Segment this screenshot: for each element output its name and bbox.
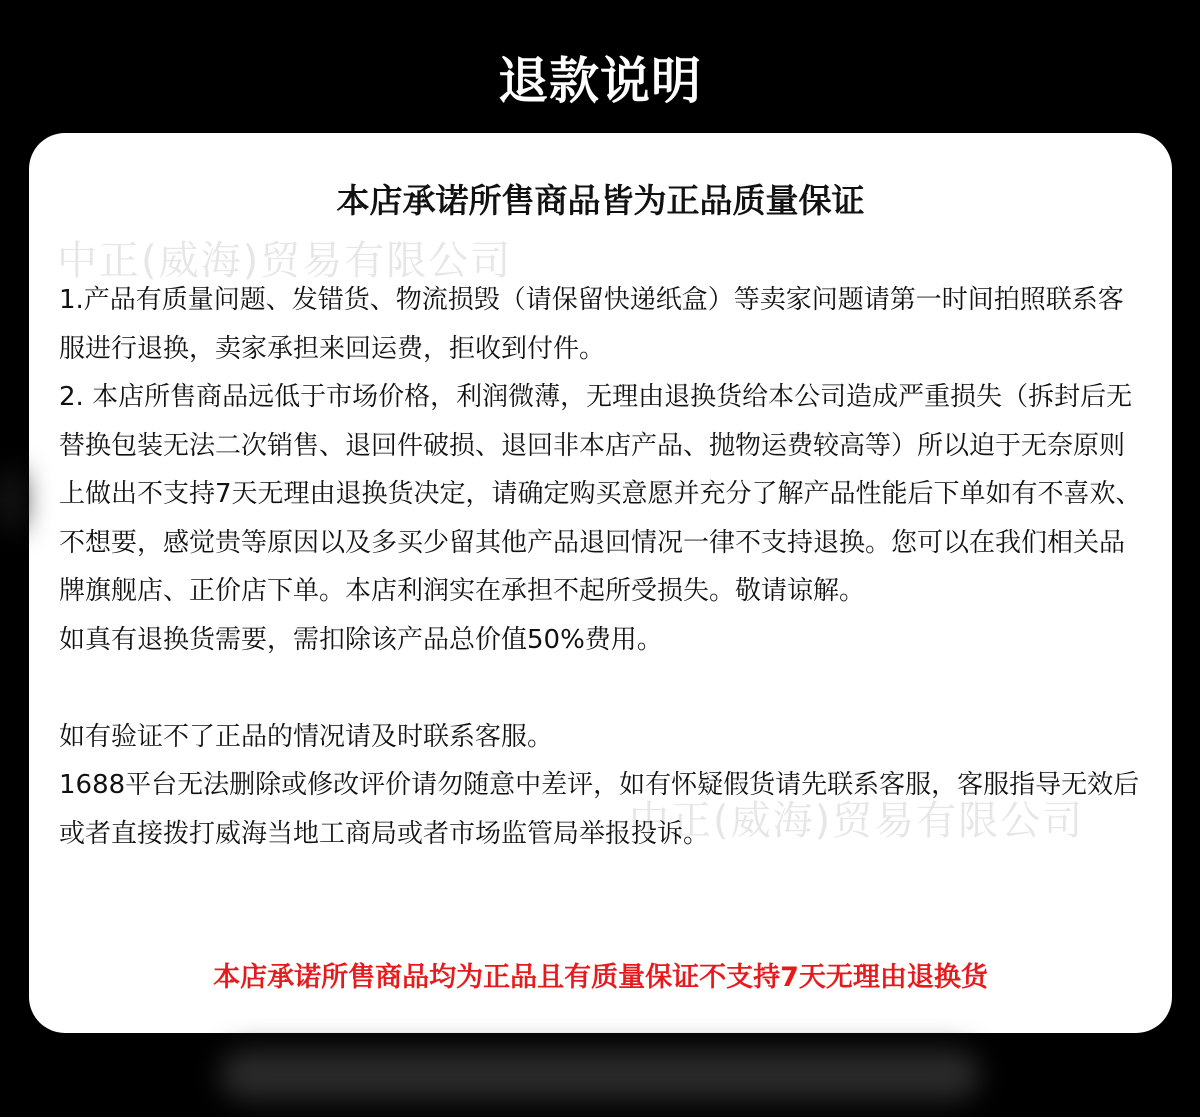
policy-paragraph-review-complaint: 1688平台无法删除或修改评价请勿随意中差评，如有怀疑假货请先联系客服，客服指导无效后或者直接拨打威海当地工商局或者市场监管局举报投诉。 (59, 770, 1140, 849)
watermark-company-name: 中正(威海)贸易有限公司 (629, 798, 1085, 844)
card-heading: 本店承诺所售商品皆为正品质量保证 (336, 181, 865, 220)
footer-guarantee-note: 本店承诺所售商品均为正品且有质量保证不支持7天无理由退换货 (213, 962, 988, 993)
page-title: 退款说明 (498, 52, 702, 110)
policy-paragraph-quality-issue: 1.产品有质量问题、发错货、物流损毁（请保留快递纸盒）等卖家问题请第一时间拍照联系客服进行退换，卖家承担来回运费，拒收到付件。 (59, 285, 1124, 364)
policy-paragraph-no-return: 2. 本店所售商品远低于市场价格，利润微薄，无理由退换货给本公司造成严重损失（拆封后无替换包装无法二次销售、退回件破损、退回非本店产品、抛物运费较高等）所以迫于无奈原则上做出不支持7天无理由退换货决定，请确定购买意愿并充分了解产品性能后下单如有不喜欢、不想要，感觉贵等原因以及多买少留其他产品退回情况一律不支持退换。您可以在我们相关品牌旗舰店、正价店下单。本店利润实在承担不起所受损失。敬请谅解。 (59, 382, 1142, 606)
paragraph-spacer (59, 664, 1149, 713)
policy-body (59, 276, 1149, 858)
blurred-smudge (220, 1050, 980, 1100)
refund-policy-card (29, 133, 1172, 1033)
blurred-smudge (0, 470, 22, 530)
policy-paragraph-return-fee: 如真有退换货需要，需扣除该产品总价值50%费用。 (59, 624, 663, 655)
watermark-company-name: 中正(威海)贸易有限公司 (57, 238, 513, 284)
policy-paragraph-verification: 如有验证不了正品的情况请及时联系客服。 (59, 721, 554, 752)
